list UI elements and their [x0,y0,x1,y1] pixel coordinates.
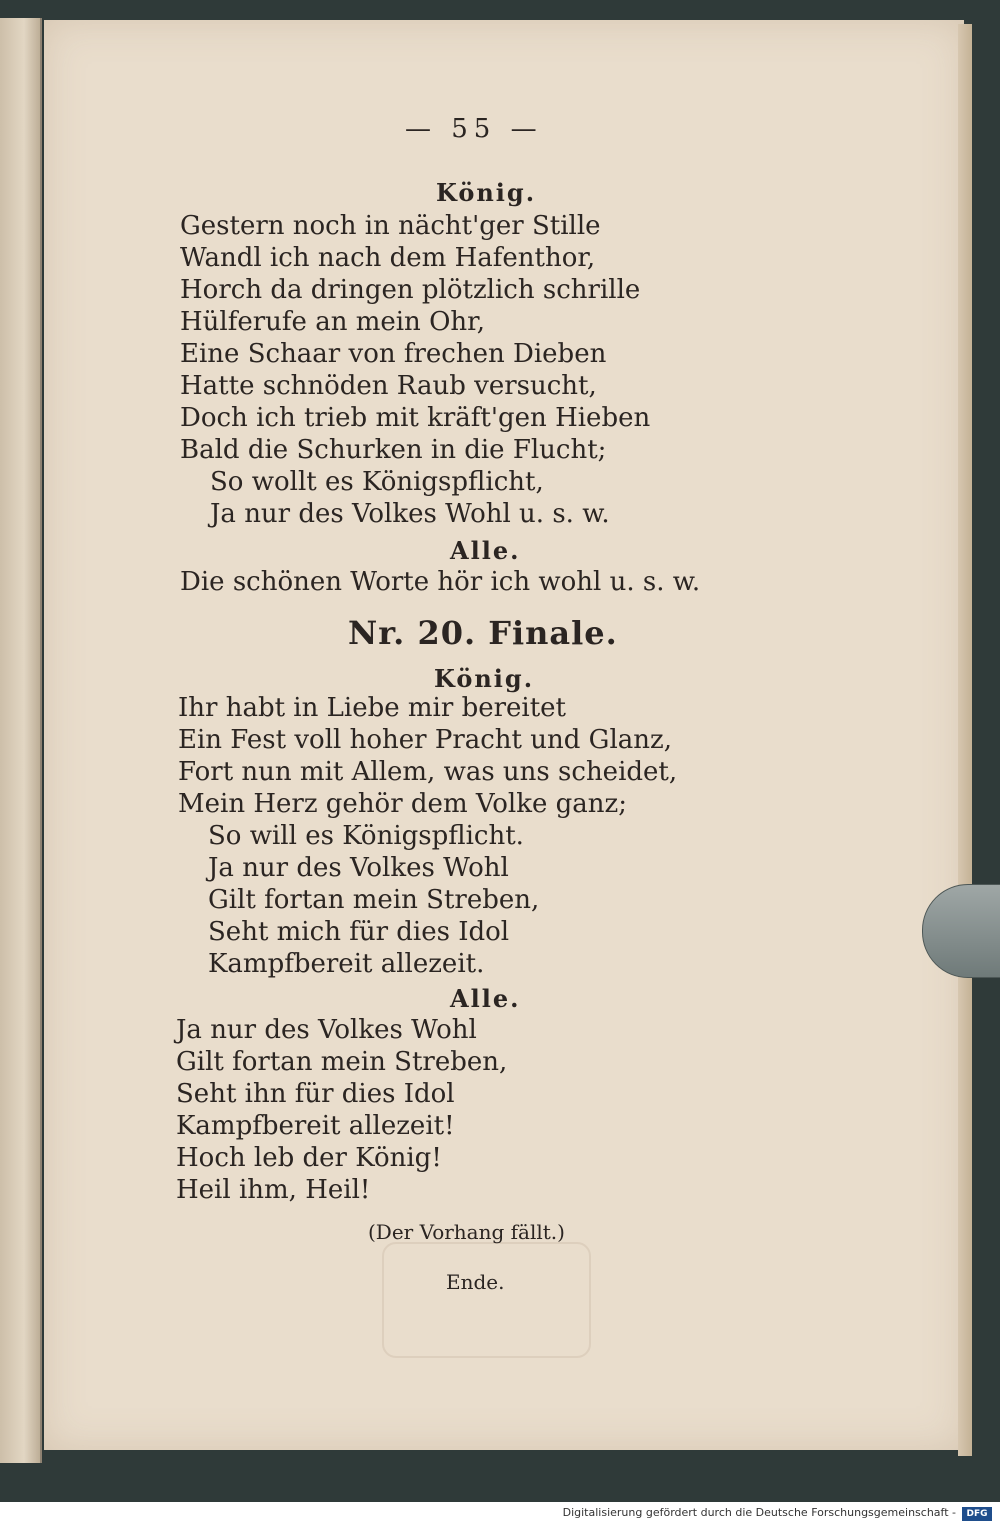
verse-line: Ja nur des Volkes Wohl u. s. w. [210,499,610,529]
verse-block-1-indented [210,466,610,530]
speaker-koenig-1: König. [436,178,537,207]
verse-line: Seht ihn für dies Idol [176,1079,455,1109]
page-number: — 55 — [405,114,543,144]
dfg-logo-icon: DFG [962,1507,992,1521]
verse-line: Hatte schnöden Raub versucht, [180,371,597,401]
footer-bar [0,1502,1000,1526]
verse-line: Hülferufe an mein Ohr, [180,307,485,337]
verse-line: Ja nur des Volkes Wohl [176,1015,477,1045]
verse-line: Doch ich trieb mit kräft'gen Hieben [180,403,651,433]
footer-credit: Digitalisierung gefördert durch die Deutsche Forschungsgemeinschaft - [562,1506,956,1519]
speaker-koenig-2: König. [434,664,535,693]
verse-line: Wandl ich nach dem Hafenthor, [180,243,596,273]
verse-line: Horch da dringen plötzlich schrille [180,275,641,305]
verse-block-2 [180,566,700,598]
verse-line: Gestern noch in nächt'ger Stille [180,211,601,241]
faint-library-stamp [382,1242,591,1358]
stage-direction: (Der Vorhang fällt.) [368,1220,565,1244]
left-page-edge [0,18,42,1463]
verse-line: Hoch leb der König! [176,1143,442,1173]
verse-line: Mein Herz gehör dem Volke ganz; [178,789,627,819]
verse-line: Eine Schaar von frechen Dieben [180,339,607,369]
verse-line: Kampfbereit allezeit. [208,949,485,979]
verse-line: Heil ihm, Heil! [176,1175,371,1205]
verse-line: Die schönen Worte hör ich wohl u. s. w. [180,567,701,597]
verse-line: Bald die Schurken in die Flucht; [180,435,607,465]
speaker-alle-2: Alle. [450,984,521,1013]
verse-line: So will es Königspflicht. [208,821,524,851]
verse-line: Seht mich für dies Idol [208,917,510,947]
section-title: Nr. 20. Finale. [348,614,618,652]
verse-line: Kampfbereit allezeit! [176,1111,455,1141]
verse-line: So wollt es Königspflicht, [210,467,544,497]
verse-block-4 [176,1014,507,1206]
verse-line: Gilt fortan mein Streben, [176,1047,508,1077]
verse-line: Fort nun mit Allem, was uns scheidet, [178,757,678,787]
right-page-edge [958,24,972,1456]
verse-line: Ja nur des Volkes Wohl [208,853,509,883]
verse-line: Ein Fest voll hoher Pracht und Glanz, [178,725,672,755]
verse-block-1 [180,210,650,466]
end-mark: Ende. [446,1270,505,1294]
verse-line: Ihr habt in Liebe mir bereitet [178,693,567,723]
verse-block-3 [178,692,677,820]
verse-block-3-indented [208,820,539,980]
verse-line: Gilt fortan mein Streben, [208,885,540,915]
speaker-alle-1: Alle. [450,536,521,565]
